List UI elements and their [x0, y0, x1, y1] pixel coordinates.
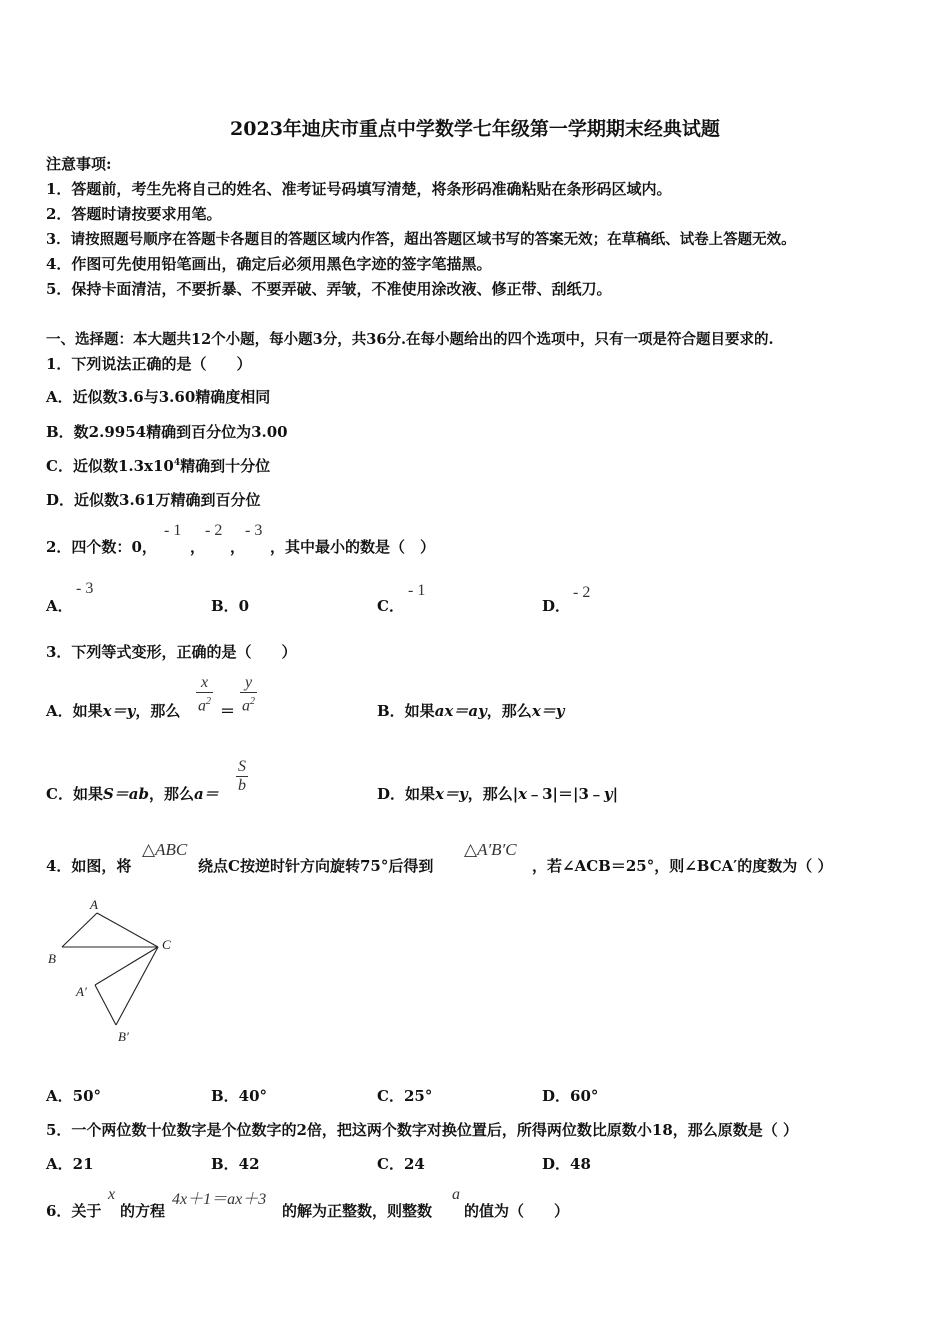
q1-option-a: A．近似数3.6与3.60精确度相同	[46, 388, 271, 406]
q4-option-c: C．25°	[377, 1087, 433, 1105]
q4-stem-pre: 4．如图，将	[46, 857, 132, 875]
q1-option-d: D．近似数3.61万精确到百分位	[46, 491, 261, 509]
q2-num-3: - 3	[245, 522, 263, 539]
section-heading: 一、选择题：本大题共12个小题，每小题3分，共36分.在每小题给出的四个选项中，只有一项是符合题目要求的.	[46, 331, 774, 348]
segment-b2c	[116, 947, 158, 1025]
q6-var-a: a	[452, 1186, 460, 1203]
page-title: 2023年迪庆市重点中学数学七年级第一学期期末经典试题	[230, 118, 720, 140]
q3-option-a-fraction-1: $\frac{x}{a^2}$	[198, 674, 211, 715]
q2-option-a-label: A．	[46, 597, 73, 615]
q5-option-c: C．24	[377, 1155, 425, 1173]
q2-num-1: - 1	[164, 522, 182, 539]
q2-option-b: B．0	[211, 597, 250, 615]
q3-option-c-fraction: $\frac{S}{b}$	[238, 758, 246, 794]
q3-option-d: D．如果x＝y，那么|x﹣3|＝|3﹣y|	[377, 785, 619, 803]
q2-option-d-value: - 2	[573, 584, 591, 601]
q4-stem-post: ，若∠ACB＝25°，则∠BCA′的度数为（ ）	[532, 857, 833, 875]
q1-option-c: C．近似数$1.3x10^4$精确到十分位	[46, 457, 271, 475]
q6-post: 的值为（ ）	[464, 1202, 570, 1220]
notice-item-2: 2．答题时请按要求用笔。	[46, 205, 222, 223]
notice-heading: 注意事项:	[46, 155, 112, 173]
notice-item-5: 5．保持卡面清洁，不要折暴、不要弄破、弄皱，不准使用涂改液、修正带、刮纸刀。	[46, 280, 612, 298]
notice-item-4: 4．作图可先使用铅笔画出，确定后必须用黑色字迹的签字笔描黑。	[46, 255, 492, 273]
q2-option-c-value: - 1	[408, 582, 426, 599]
segment-ab	[62, 913, 97, 947]
notice-item-3: 3．请按照题号顺序在答题卡各题目的答题区域内作答，超出答题区域书写的答案无效；在草稿纸、试卷上答题无效。	[46, 231, 796, 248]
segment-ac	[97, 913, 158, 947]
q2-stem-pre: 2．四个数：0，	[46, 538, 157, 556]
q5-option-d: D．48	[542, 1155, 591, 1173]
q4-triangle-abc: △ABC	[142, 840, 188, 859]
q6-mid-1: 的方程	[120, 1202, 166, 1220]
label-a-prime: A′	[76, 984, 87, 999]
label-c: C	[162, 937, 171, 952]
segment-a2c	[95, 947, 158, 985]
q4-figure	[40, 895, 190, 1050]
q2-option-d-label: D．	[542, 597, 571, 615]
label-b-prime: B′	[118, 1029, 129, 1044]
q3-option-a: A．如果x＝y，那么	[46, 702, 181, 720]
q2-option-c-label: C．	[377, 597, 404, 615]
q3-option-a-equals: ＝	[220, 702, 236, 720]
q5-option-a: A．21	[46, 1155, 94, 1173]
q4-option-a: A．50°	[46, 1087, 102, 1105]
q3-stem: 3．下列等式变形，正确的是（ ）	[46, 643, 297, 661]
label-b: B	[48, 951, 56, 966]
q2-num-2: - 2	[205, 522, 223, 539]
q5-stem: 5．一个两位数十位数字是个位数字的2倍，把这两个数字对换位置后，所得两位数比原数小18，那么原数是（ ）	[46, 1121, 798, 1139]
segment-a2b2	[95, 985, 116, 1025]
q4-triangle-a2b2c: △A′B′C	[464, 840, 517, 859]
q4-option-d: D．60°	[542, 1087, 599, 1105]
q4-stem-mid: 绕点C按逆时针方向旋转75°后得到	[198, 857, 434, 875]
q2-stem-post: ，其中最小的数是（ ）	[270, 538, 436, 556]
q2-sep-2: ，	[230, 538, 246, 556]
label-a: A	[90, 897, 98, 912]
q6-mid-2: 的解为正整数，则整数	[282, 1202, 433, 1220]
q5-option-b: B．42	[211, 1155, 260, 1173]
q6-var-x: x	[108, 1186, 116, 1203]
q1-option-b: B．数2.9954精确到百分位为3.00	[46, 423, 288, 441]
q2-sep-1: ，	[190, 538, 206, 556]
q1-stem: 1．下列说法正确的是（ ）	[46, 355, 252, 373]
q3-option-b: B．如果ax＝ay，那么x＝y	[377, 702, 565, 720]
q3-option-a-fraction-2: $\frac{y}{a^2}$	[242, 674, 255, 715]
q6-pre: 6．关于	[46, 1202, 102, 1220]
q3-option-c: C．如果S＝ab，那么a＝	[46, 785, 219, 803]
q2-option-a-value: - 3	[76, 580, 94, 597]
notice-item-1: 1．答题前，考生先将自己的姓名、准考证号码填写清楚，将条形码准确粘贴在条形码区域内。	[46, 180, 672, 198]
q6-equation: 4x＋1＝ax＋3	[172, 1191, 267, 1208]
q4-option-b: B．40°	[211, 1087, 268, 1105]
